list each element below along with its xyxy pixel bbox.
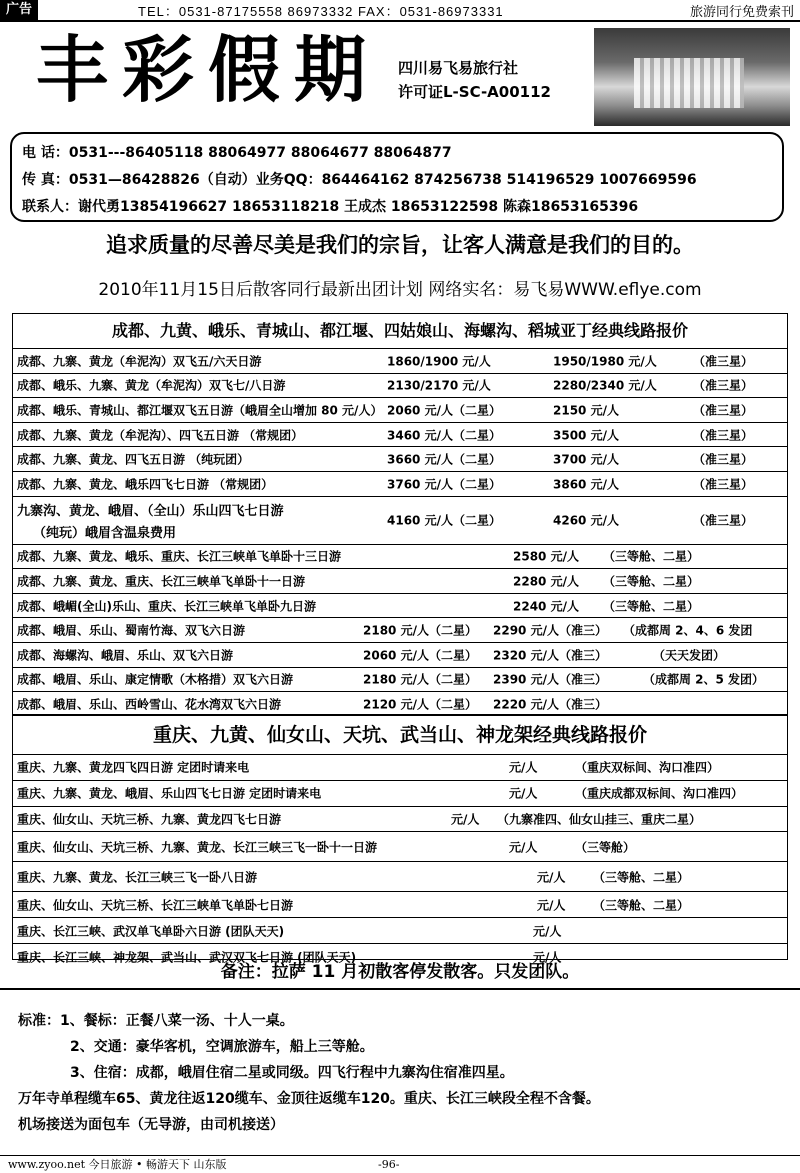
brand-name: 丰彩假期 (36, 27, 381, 112)
airport-transfer-note: 机场接送为面包车（无导游，由司机接送） (18, 1117, 284, 1133)
price-cell: （成都周 2、4、6 发团 (623, 623, 753, 638)
table-row (13, 862, 787, 892)
top-bar (0, 0, 800, 22)
price-cell: 4260 元/人 (553, 513, 619, 528)
price-cell: 2220 元/人（准三） (493, 697, 607, 712)
price-cell: （天天发团） (653, 648, 726, 663)
ad-tag: 广告 (0, 0, 38, 20)
price-cell: 2390 元/人（准三） (493, 672, 607, 687)
price-cell: （九寨准四、仙女山挂三、重庆二星） (497, 812, 702, 827)
table-title: 重庆、九黄、仙女山、天坑、武当山、神龙架经典线路报价 (13, 716, 787, 755)
price-cell: 2180 元/人（二星） (363, 623, 477, 638)
price-cell: 3500 元/人 (553, 428, 619, 443)
route-name: 重庆、仙女山、天坑三桥、九寨、黄龙四飞七日游 (17, 812, 282, 827)
table-row (13, 447, 787, 472)
route-name: 成都、九寨、黄龙（牟泥沟）、四飞五日游 （常规团） (17, 428, 304, 443)
route-name: 成都、海螺沟、峨眉、乐山、双飞六日游 (17, 648, 234, 663)
price-cell: 2120 元/人（二星） (363, 697, 477, 712)
standard-transport: 2、交通：豪华客机，空调旅游车，船上三等舱。 (70, 1039, 374, 1055)
route-name: 成都、九寨、黄龙、重庆、长江三峡单飞单卧十一日游 (17, 574, 306, 589)
table-row (13, 545, 787, 570)
table-title: 成都、九黄、峨乐、青城山、都江堰、四姑娘山、海螺沟、稻城亚丁经典线路报价 (13, 314, 787, 349)
top-contact: TEL：0531-87175558 86973332 FAX：0531-86973331 (138, 3, 504, 19)
price-cell: 1860/1900 元/人 (387, 354, 491, 369)
price-cell: 元/人 (537, 870, 566, 885)
table-row (13, 892, 787, 918)
route-name: 成都、峨眉、乐山、西岭雪山、花水湾双飞六日游 (17, 697, 282, 712)
persons-line: 联系人：谢代勇13854196627 18653118218 王成杰 18653122598 陈森18653165396 (22, 199, 639, 215)
price-cell: （准三星） (693, 354, 754, 369)
route-name: 成都、九寨、黄龙、峨乐四飞七日游 （常规团） (17, 477, 274, 492)
table-row (13, 398, 787, 423)
route-name-line: 九寨沟、黄龙、峨眉、（全山）乐山四飞七日游 (17, 503, 284, 519)
price-cell: 元/人 (533, 924, 562, 939)
phone-line: 电 话：0531-‐‐86405118 88064977 88064677 88064877 (22, 145, 452, 161)
price-cell: （准三星） (693, 513, 754, 528)
table-row (13, 569, 787, 594)
price-cell: 元/人 (509, 840, 538, 855)
fax-line: 传 真：0531—86428826（自动）业务QQ：864464162 874256738 514196529 1007669596 (22, 172, 697, 188)
price-cell: （三等舱、二星） (593, 870, 690, 885)
route-name-line: （纯玩）峨眉含温泉费用 (33, 525, 177, 541)
price-cell: 2320 元/人（准三） (493, 648, 607, 663)
price-cell: 2290 元/人（准三） (493, 623, 607, 638)
contact-box (10, 132, 784, 222)
table-row (13, 918, 787, 944)
remark: 备注：拉萨 11 月初散客停发散客。只发团队。 (220, 962, 580, 982)
price-cell: 元/人 (537, 898, 566, 913)
price-cell: 1950/1980 元/人 (553, 354, 657, 369)
table-row (13, 692, 787, 717)
route-name: 成都、九寨、黄龙、四飞五日游 （纯玩团） (17, 452, 250, 467)
cable-car-note: 万年寺单程缆车65、黄龙往返120缆车、金顶往返缆车120。重庆、长江三峡段全程不含餐。 (18, 1091, 600, 1107)
price-cell: 2060 元/人（二星） (387, 403, 501, 418)
price-cell: 3760 元/人（二星） (387, 477, 501, 492)
price-cell: 3860 元/人 (553, 477, 619, 492)
agency-block (398, 56, 551, 104)
route-name (17, 501, 284, 545)
price-cell: （三等舱、二星） (603, 599, 700, 614)
price-cell: 2280/2340 元/人 (553, 378, 657, 393)
table-row (13, 755, 787, 781)
table-row (13, 349, 787, 374)
price-cell: （重庆双标间、沟口准四） (575, 760, 720, 775)
route-name: 重庆、长江三峡、神龙架、武当山、武汉双飞七日游 (团队天天) (17, 950, 357, 965)
route-name: 成都、九寨、黄龙、峨乐、重庆、长江三峡单飞单卧十三日游 (17, 549, 342, 564)
slogan: 追求质量的尽善尽美是我们的宗旨，让客人满意是我们的目的。 (106, 233, 694, 257)
route-name: 重庆、仙女山、天坑三桥、九寨、黄龙、长江三峡三飞一卧十一日游 (17, 840, 378, 855)
price-cell: 3460 元/人（二星） (387, 428, 501, 443)
price-cell: 元/人 (509, 760, 538, 775)
price-cell: 元/人 (533, 950, 562, 965)
route-name: 成都、峨眉、乐山、蜀南竹海、双飞六日游 (17, 623, 246, 638)
route-name: 重庆、长江三峡、武汉单飞单卧六日游 (团队天天) (17, 924, 285, 939)
table-row (13, 832, 787, 862)
table-row (13, 668, 787, 693)
price-table-chengdu (12, 313, 788, 715)
price-cell: （成都周 2、5 发团） (643, 672, 765, 687)
price-cell: （重庆成都双标间、沟口准四） (575, 786, 744, 801)
route-name: 成都、峨眉、乐山、康定情歌（木格措）双飞六日游 (17, 672, 294, 687)
route-name: 成都、峨乐、青城山、都江堰双飞五日游（峨眉全山增加 80 元/人） (17, 403, 383, 418)
price-cell: （准三星） (693, 452, 754, 467)
route-name: 重庆、九寨、黄龙、峨眉、乐山四飞七日游 定团时请来电 (17, 786, 322, 801)
price-cell: 4160 元/人（二星） (387, 513, 501, 528)
route-name: 成都、九寨、黄龙（牟泥沟）双飞五/六天日游 (17, 354, 262, 369)
free-index-note: 旅游同行免费索刊 (689, 4, 794, 20)
table-row (13, 643, 787, 668)
price-cell: 3660 元/人（二星） (387, 452, 501, 467)
price-cell: 2580 元/人 (513, 549, 579, 564)
route-name: 重庆、九寨、黄龙、长江三峡三飞一卧八日游 (17, 870, 258, 885)
price-cell: （三等舱、二星） (603, 574, 700, 589)
price-cell: （三等舱、二星） (593, 898, 690, 913)
table-row (13, 618, 787, 643)
table-row (13, 807, 787, 833)
standards-block (0, 988, 800, 1156)
price-table-chongqing (12, 715, 788, 965)
table-row (13, 423, 787, 448)
waterfall-photo (594, 28, 790, 126)
route-name: 重庆、九寨、黄龙四飞四日游 定团时请来电 (17, 760, 250, 775)
footer (0, 1155, 800, 1173)
price-cell: 2150 元/人 (553, 403, 619, 418)
price-cell: （准三星） (693, 428, 754, 443)
price-cell: 2280 元/人 (513, 574, 579, 589)
page-number: -96- (378, 1158, 400, 1171)
price-cell: 2130/2170 元/人 (387, 378, 491, 393)
price-cell: （准三星） (693, 378, 754, 393)
standard-hotel: 3、住宿：成都，峨眉住宿二星或同级。四飞行程中九寨沟住宿准四星。 (70, 1065, 514, 1081)
route-name: 成都、峨乐、九寨、黄龙（牟泥沟）双飞七/八日游 (17, 378, 286, 393)
footer-site: www.zyoo.net 今日旅游 • 畅游天下 山东版 (8, 1158, 227, 1171)
price-cell: 3700 元/人 (553, 452, 619, 467)
table-row (13, 374, 787, 399)
price-cell: 2180 元/人（二星） (363, 672, 477, 687)
table-row (13, 497, 787, 545)
price-cell: 元/人 (451, 812, 480, 827)
price-cell: （三等舱、二星） (603, 549, 700, 564)
table-row (13, 472, 787, 497)
price-cell: （三等舱） (575, 840, 636, 855)
plan-title: 2010年11月15日后散客同行最新出团计划 网络实名：易飞易WWW.eflye.com (98, 280, 702, 300)
price-cell: 元/人 (509, 786, 538, 801)
standard-meal: 标准：1、餐标：正餐八菜一汤、十人一桌。 (18, 1013, 294, 1029)
agency-license: 许可证L-SC-A00112 (398, 83, 551, 101)
table-row (13, 594, 787, 619)
price-cell: （准三星） (693, 477, 754, 492)
table-row (13, 781, 787, 807)
route-name: 重庆、仙女山、天坑三桥、长江三峡单飞单卧七日游 (17, 898, 294, 913)
agency-name: 四川易飞易旅行社 (398, 59, 519, 77)
route-name: 成都、峨嵋(全山)乐山、重庆、长江三峡单飞单卧九日游 (17, 599, 316, 614)
price-cell: （准三星） (693, 403, 754, 418)
price-cell: 2060 元/人（二星） (363, 648, 477, 663)
price-cell: 2240 元/人 (513, 599, 579, 614)
